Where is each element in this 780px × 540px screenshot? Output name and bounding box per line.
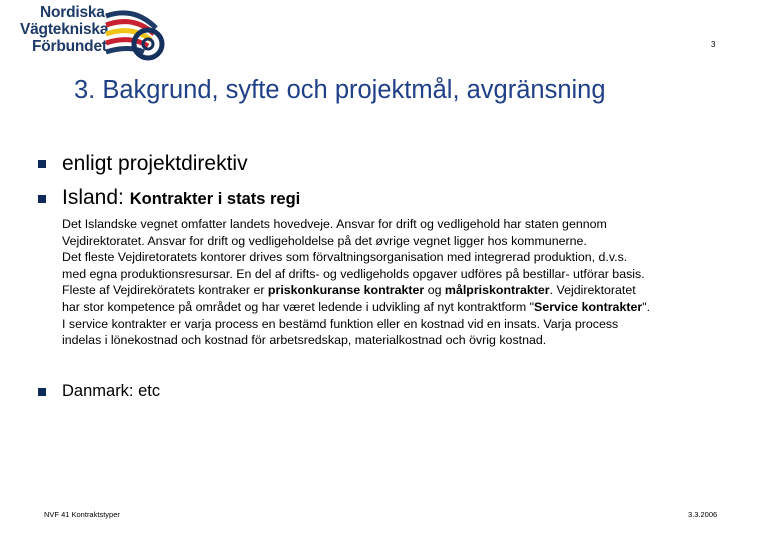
paragraph-line: med egna produktionsresursar. En del af drifts- og vedligeholds opgaver udföres på bestillar- utförar basis.: [62, 266, 645, 281]
bullet-3-text: Danmark: etc: [62, 382, 161, 400]
bullet-marker-icon: [38, 195, 46, 203]
bullet-marker-icon: [38, 160, 46, 168]
text-run: og: [424, 283, 445, 298]
paragraph-line: Vejdirektoratet. Ansvar for drift og vedligeholdelse på det øvrige vegnet ligger hos kommunerne.: [62, 233, 587, 248]
bold-term: priskonkuranse kontrakter: [267, 283, 425, 298]
paragraph-line: Det Islandske vegnet omfatter landets hovedveje. Ansvar for drift og vedligehold har staten gennom: [62, 217, 607, 231]
logo-line-2: Vägtekniska: [20, 21, 109, 38]
text-run: har stor kompetence på området og har været ledende i udvikling af nyt kontraktform ": [62, 299, 535, 314]
nvf-logo: [18, 4, 168, 68]
paragraph-line: Det fleste Vejdiretoratets kontorer drives som förvaltningsorganisation med integrerad produktion, d.v.s.: [62, 250, 628, 265]
paragraph-line: indelas i lönekostnad och kostnad för arbetsredskap, materialkostnad och övrig kostnad.: [62, 333, 547, 348]
bullet-1-text: enligt projektdirektiv: [62, 152, 248, 175]
paragraph-line: I service kontrakter er varja process en bestämd funktion eller en kostnad vid en insats. Varja process: [62, 316, 619, 331]
footer-date: 3.3.2006: [688, 510, 718, 519]
island-paragraph: [62, 216, 742, 349]
bold-term: målpriskontrakter: [444, 283, 550, 298]
paragraph-line: [62, 282, 742, 299]
bullet-2-prefix: Island:: [62, 186, 130, 209]
bullet-marker-icon: [38, 388, 46, 396]
logo-line-1: Nordiska: [40, 4, 105, 21]
text-run: ".: [642, 299, 651, 314]
text-run: . Vejdirektoratet: [549, 283, 636, 298]
bold-term: Service kontrakter: [534, 299, 643, 314]
paragraph-line: [62, 299, 742, 316]
slide-title: 3. Bakgrund, syfte och projektmål, avgränsning: [74, 76, 606, 104]
bullet-2-text: [62, 186, 300, 210]
text-run: Fleste af Vejdireköratets kontraker er: [62, 283, 268, 298]
logo-wordmark: [18, 4, 108, 55]
logo-line-3: Förbundet: [32, 38, 107, 55]
footer-left: NVF 41 Kontraktstyper: [44, 510, 120, 519]
bullet-2-bold: Kontrakter i stats regi: [129, 190, 301, 208]
page-number: 3: [711, 40, 716, 49]
logo-swoosh-icon: [104, 8, 168, 66]
